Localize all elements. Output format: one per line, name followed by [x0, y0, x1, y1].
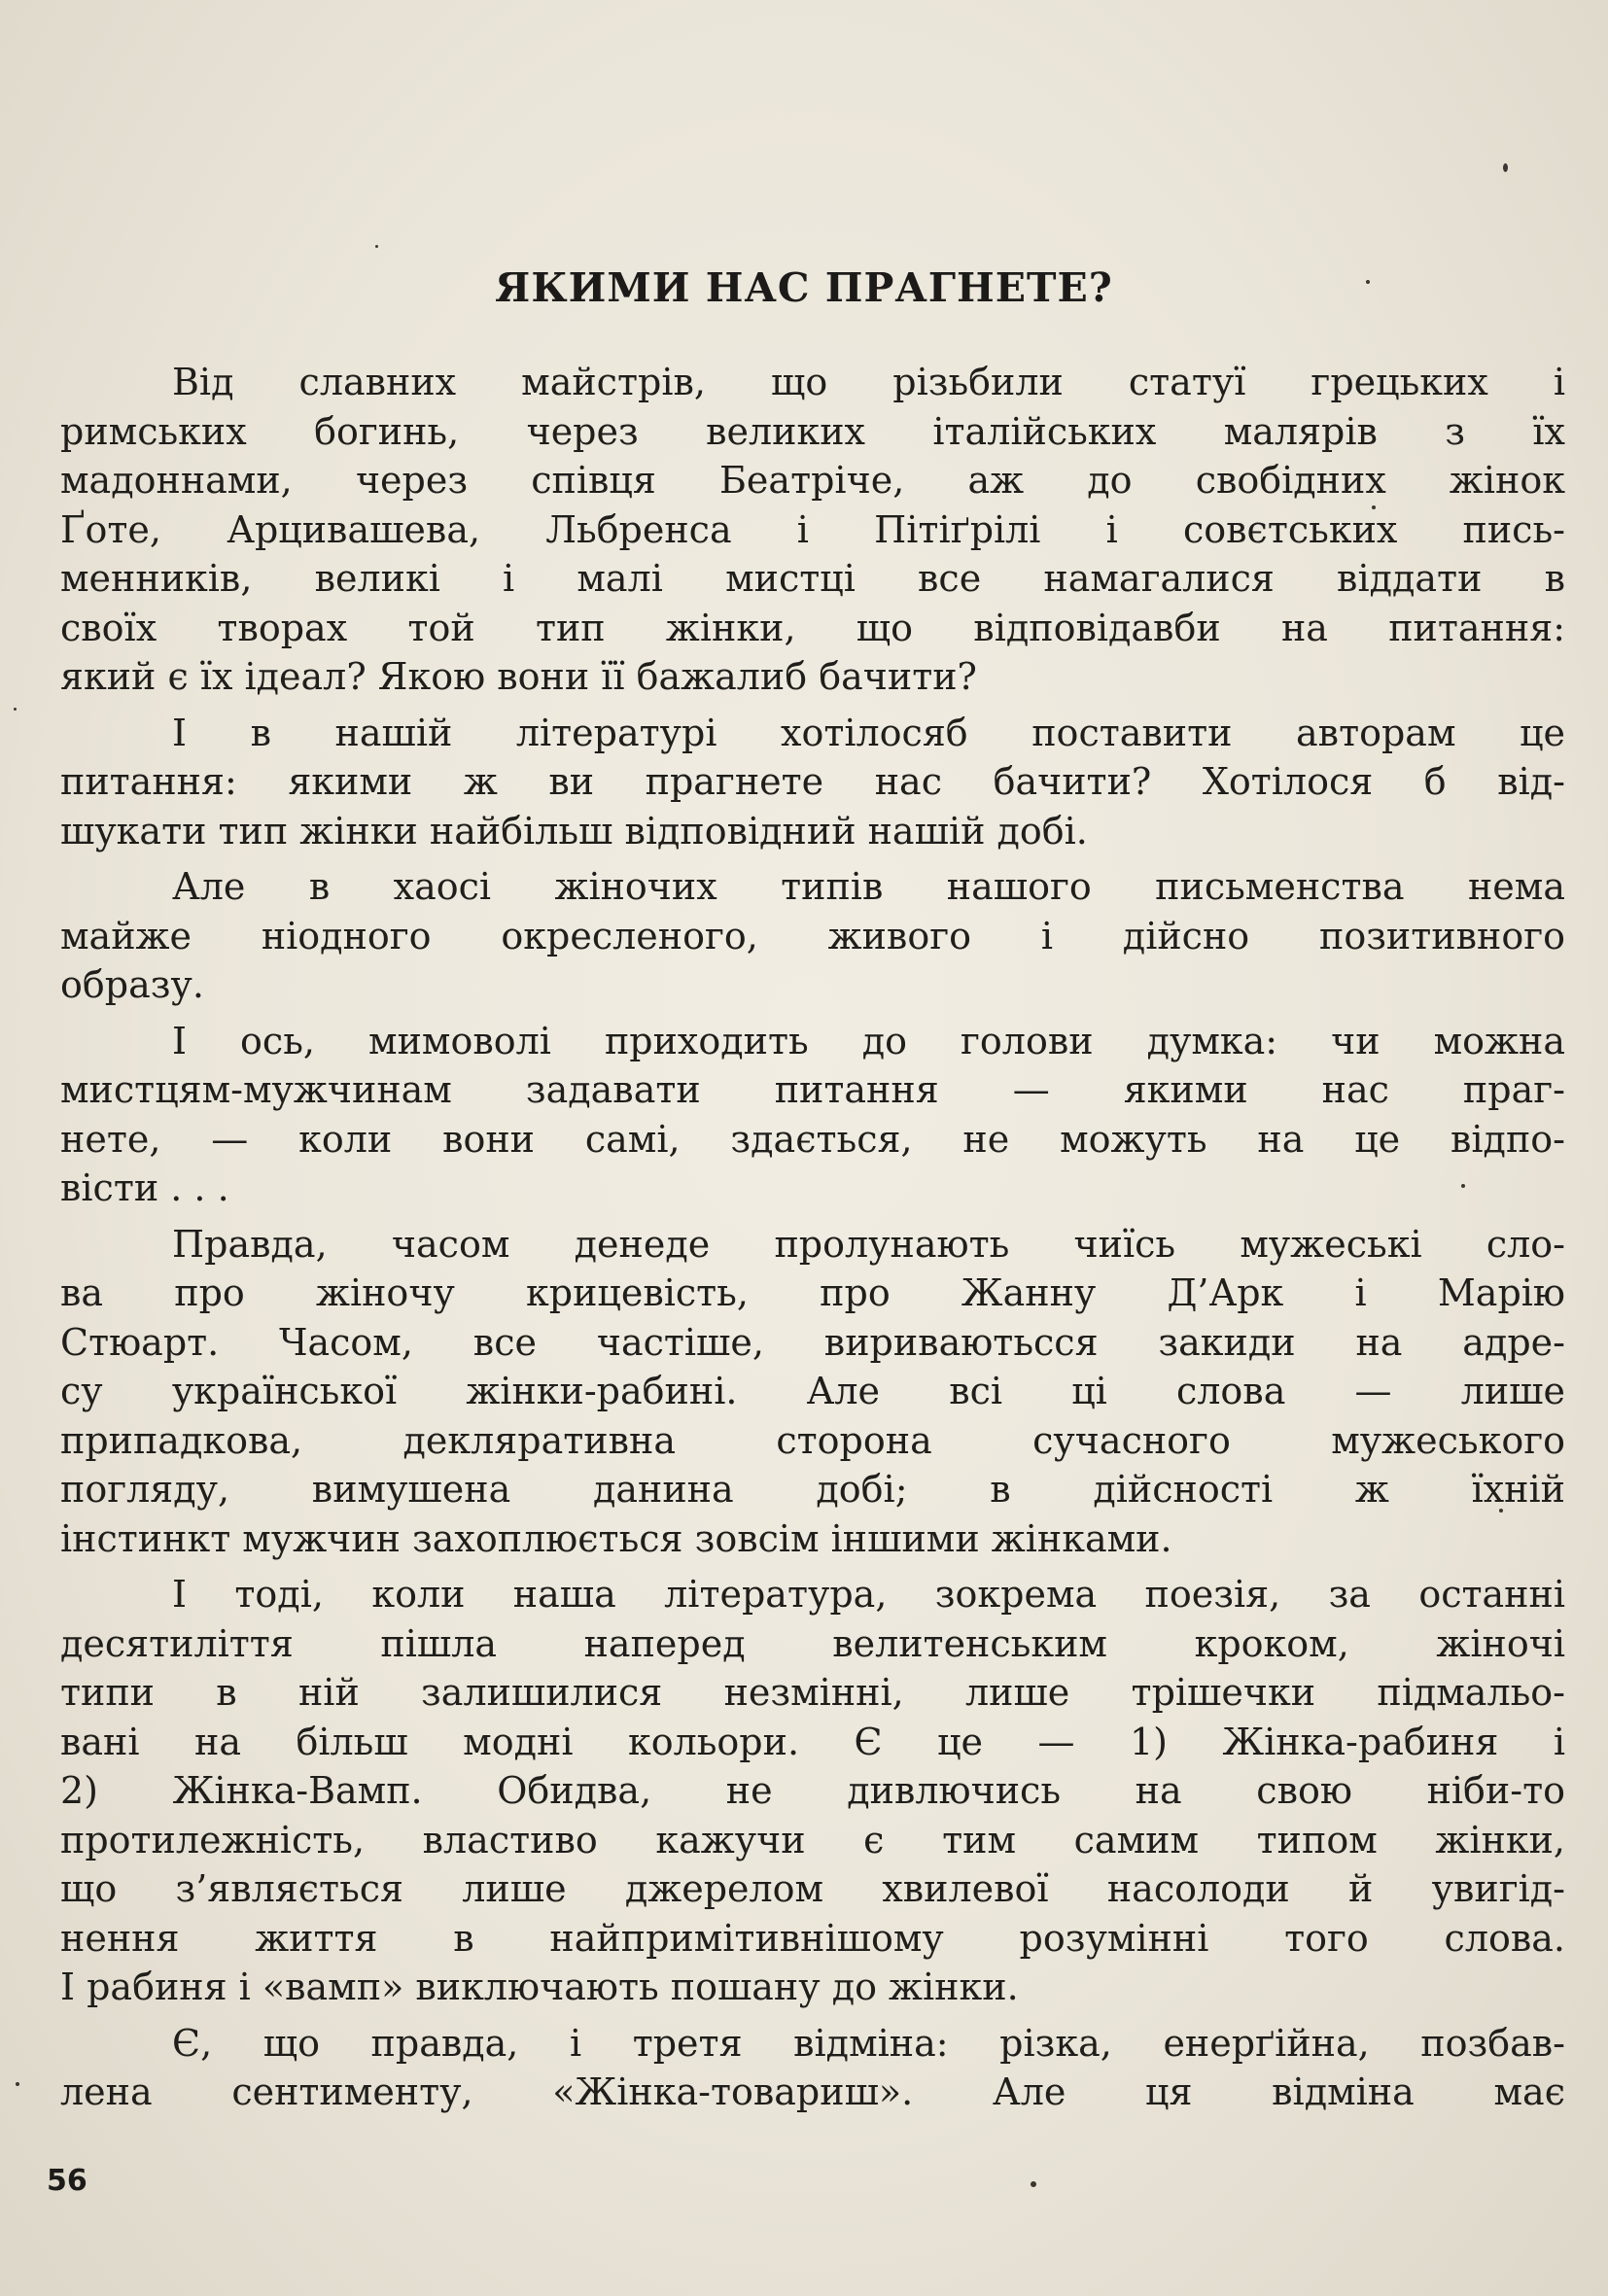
- text-line: інстинкт мужчин захоплюється зовсім іншими жінками.: [60, 1516, 1172, 1560]
- page-number: 56: [47, 2164, 87, 2198]
- text-line: нете, — коли вони самі, здається, не можуть на це відпо-: [60, 1117, 1565, 1161]
- paragraph: [60, 1570, 1565, 2012]
- text-line: І в нашій літературі хотілосяб поставити авторам це: [172, 711, 1565, 754]
- page-title: ЯКИМИ НАС ПРАГНЕТЕ?: [495, 264, 1113, 311]
- text-line: що з’являється лише джерелом хвилевої насолоди й увигід-: [60, 1867, 1565, 1910]
- body-text: [60, 358, 1565, 2124]
- text-line: питання: якими ж ви прагнете нас бачити? Хотілося б від-: [60, 760, 1565, 803]
- text-line: своїх творах той тип жінки, що відповідавби на питання:: [60, 606, 1565, 649]
- text-line: вані на більш модні кольори. Є це — 1) Жінка-рабиня і: [60, 1720, 1565, 1763]
- text-line: І ось, мимоволі приходить до голови думка: чи можна: [172, 1019, 1565, 1062]
- text-line: протилежність, властиво кажучи є тим самим типом жінки,: [60, 1818, 1565, 1861]
- paragraph: [60, 1017, 1565, 1213]
- text-line: припадкова, декляративна сторона сучасного мужеського: [60, 1418, 1565, 1462]
- text-line: су української жінки-рабині. Але всі ці слова — лише: [60, 1370, 1565, 1412]
- text-line: Правда, часом денеде пролунають чиїсь мужеські сло-: [172, 1222, 1565, 1266]
- paragraph: [60, 862, 1565, 1010]
- text-line: лена сентименту, «Жінка-товариш». Але ця відміна має: [60, 2070, 1565, 2113]
- text-line: вісти . . .: [60, 1166, 229, 1209]
- text-line: Є, що правда, і третя відміна: різка, енерґійна, позбав-: [172, 2021, 1565, 2065]
- text-line: майже ніодного окресленого, живого і дійсно позитивного: [60, 914, 1565, 957]
- text-line: мистцям-мужчинам задавати питання — якими нас праг-: [60, 1068, 1565, 1111]
- text-line: ва про жіночу крицевість, про Жанну Д’Арк і Марію: [60, 1271, 1565, 1314]
- text-line: Але в хаосі жіночих типів нашого письменства нема: [172, 865, 1565, 908]
- text-line: Від славних майстрів, що різьбили статуї грецьких і: [172, 361, 1565, 403]
- text-line: римських богинь, через великих італійських малярів з їх: [60, 409, 1565, 453]
- paragraph: [60, 358, 1565, 702]
- text-line: типи в ній залишилися незмінні, лише трішечки підмальо-: [60, 1671, 1565, 1714]
- text-line: шукати тип жінки найбільш відповідний нашій добі.: [60, 809, 1088, 852]
- text-line: І тоді, коли наша література, зокрема поезія, за останні: [172, 1573, 1565, 1616]
- text-line: погляду, вимушена данина добі; в дійсності ж їхній: [60, 1468, 1565, 1511]
- text-line: образу.: [60, 963, 204, 1006]
- text-line: менників, великі і малі мистці все намагалися віддати в: [60, 557, 1565, 600]
- text-line: 2) Жінка-Вамп. Обидва, не дивлючись на свою ніби-то: [60, 1769, 1565, 1812]
- paragraph: [60, 2019, 1565, 2117]
- text-line: мадоннами, через співця Беатріче, аж до свобідних жінок: [60, 459, 1565, 502]
- paragraph: [60, 1220, 1565, 1564]
- text-line: який є їх ідеал? Якою вони її бажалиб бачити?: [60, 655, 977, 698]
- text-line: Ґоте, Арцивашева, Льбренса і Пітіґрілі і совєтських пись-: [60, 507, 1565, 551]
- text-line: Стюарт. Часом, все частіше, вириваютьсся закиди на адре-: [60, 1320, 1565, 1364]
- text-line: десятиліття пішла наперед велитенським кроком, жіночі: [60, 1621, 1565, 1665]
- paragraph: [60, 709, 1565, 856]
- text-line: І рабиня і «вамп» виключають пошану до жінки.: [60, 1966, 1019, 2008]
- text-line: нення життя в найпримітивнішому розумінні того слова.: [60, 1916, 1565, 1960]
